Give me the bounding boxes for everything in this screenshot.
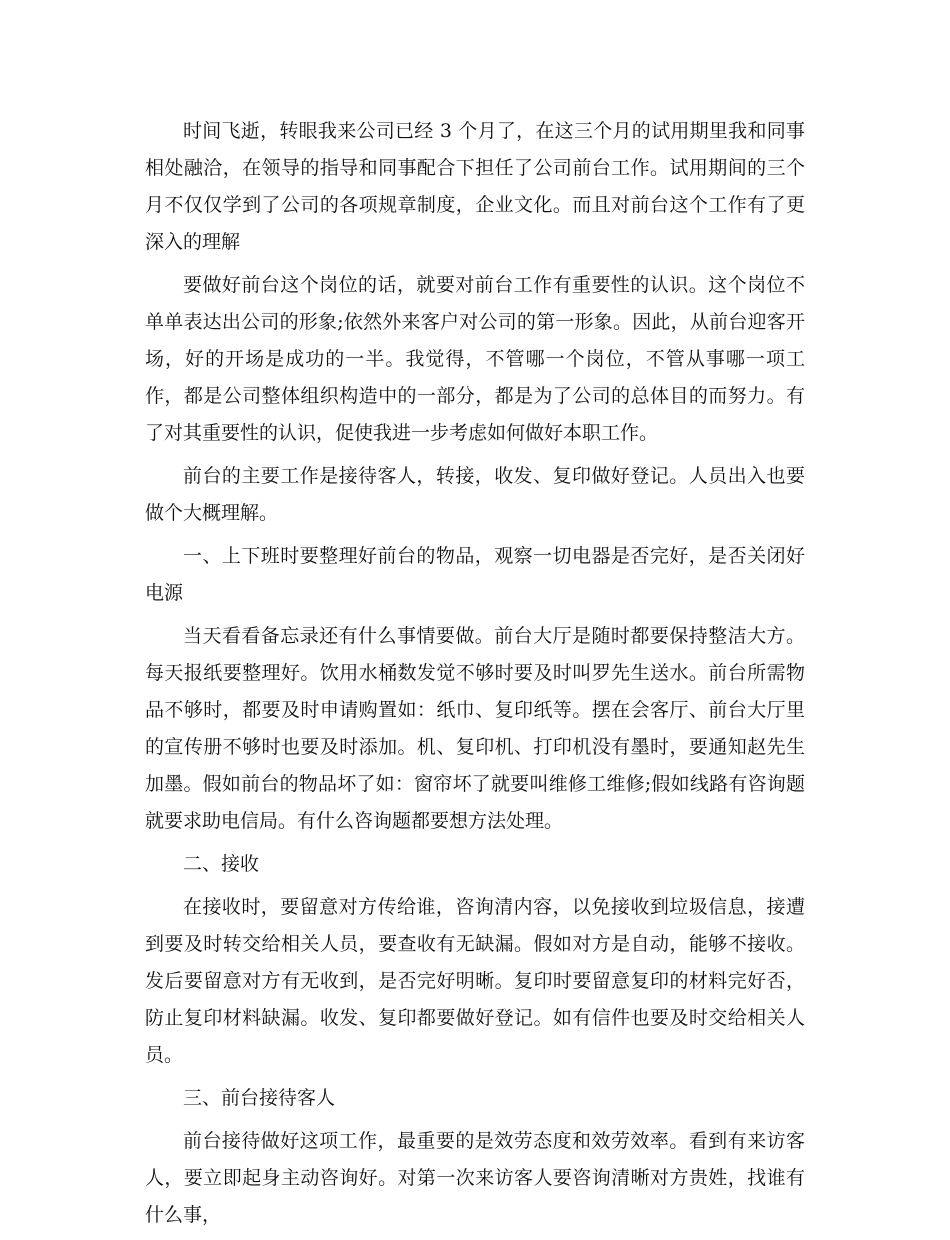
- paragraph-intro: 时间飞逝，转眼我来公司已经 3 个月了，在这三个月的试用期里我和同事相处融洽，在领导的指导和同事配合下担任了公司前台工作。试用期间的三个月不仅仅学到了公司的各项规章制度，企业文化。而且对前台这个工作有了更深入的理解: [145, 120, 805, 253]
- section-heading-2: 二、接收: [183, 853, 260, 875]
- document-body: [145, 113, 805, 1240]
- paragraph-main-duties: 前台的主要工作是接待客人，转接，收发、复印做好登记。人员出入也要做个大概理解。: [145, 465, 805, 524]
- paragraph-reception: 前台接待做好这项工作，最重要的是效劳态度和效劳效率。看到有来访客人，要立即起身主动咨询好。对第一次来访客人要咨询清晰对方贵姓，找谁有什么事，: [145, 1130, 805, 1226]
- section-heading-3: 三、前台接待客人: [183, 1087, 336, 1109]
- paragraph-importance: 要做好前台这个岗位的话，就要对前台工作有重要性的认识。这个岗位不单单表达出公司的形象;依然外来客户对公司的第一形象。因此，从前台迎客开场，好的开场是成功的一半。我觉得，不管哪一个岗位，不管从事哪一项工作，都是公司整体组织构造中的一部分，都是为了公司的总体目的而努力。有了对其重要性的认识，促使我进一步考虑如何做好本职工作。: [145, 274, 805, 444]
- paragraph-receiving: 在接收时，要留意对方传给谁，咨询清内容，以免接收到垃圾信息，接遭到要及时转交给相关人员，要查收有无缺漏。假如对方是自动，能够不接收。发后要留意对方有无收到，是否完好明晰。复印时要留意复印的材料完好否，防止复印材料缺漏。收发、复印都要做好登记。如有信件也要及时交给相关人员。: [145, 896, 805, 1066]
- paragraph-daily-tasks: 当天看看备忘录还有什么事情要做。前台大厅是随时都要保持整洁大方。每天报纸要整理好。饮用水桶数发觉不够时要及时叫罗先生送水。前台所需物品不够时，都要及时申请购置如：纸巾、复印纸等。摆在会客厅、前台大厅里的宣传册不够时也要及时添加。机、复印机、打印机没有墨时，要通知赵先生加墨。假如前台的物品坏了如：窗帘坏了就要叫维修工维修;假如线路有咨询题就要求助电信局。有什么咨询题都要想方法处理。: [145, 625, 805, 832]
- section-heading-1: 一、上下班时要整理好前台的物品，观察一切电器是否完好，是否关闭好电源: [145, 545, 805, 604]
